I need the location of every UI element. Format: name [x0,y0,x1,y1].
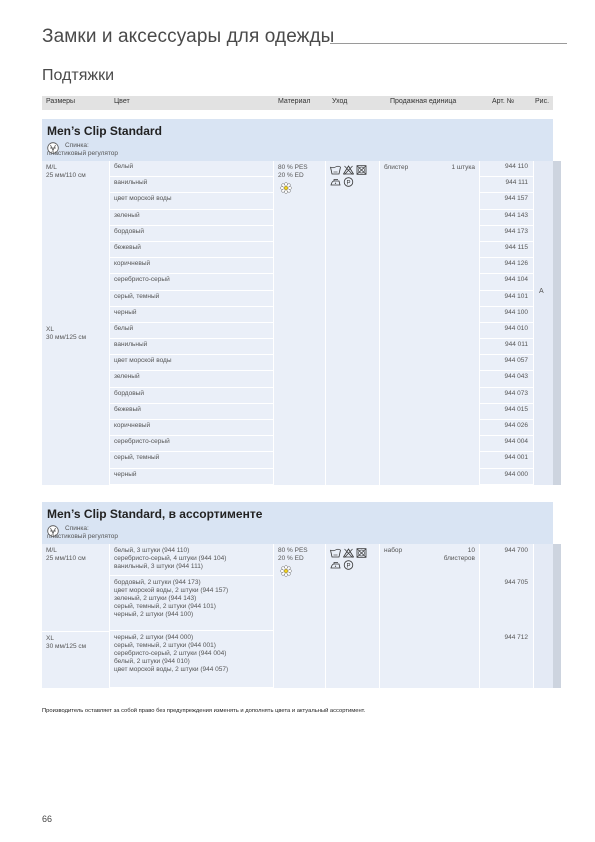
wash-30-icon [330,548,341,558]
table-row: черный [110,469,273,485]
care-column [326,161,380,485]
set-line: черный, 2 штуки (944 000) [114,634,194,641]
fig-column [534,544,553,688]
art-number: 944 126 [480,258,533,274]
table-row: ванильный [110,339,273,355]
set-line: цвет морской воды, 2 штуки (944 057) [114,666,229,673]
set-contents [110,544,273,576]
set-line: серый, темный, 2 штуки (944 001) [114,642,216,649]
set-line: бордовый, 2 штуки (944 173) [114,579,201,586]
art-number: 944 015 [480,404,533,420]
table-row: цвет морской воды [110,355,273,371]
set-line: серебристо-серый, 2 штуки (944 004) [114,650,227,657]
table-row: зеленый [110,371,273,387]
product-block-standard [42,119,553,485]
table-row: ванильный [110,177,273,193]
unit-qty: 1 штука [451,164,475,171]
care-column [326,544,380,688]
col-size: Размеры [46,98,76,105]
block-shadow [553,544,561,688]
art-number: 944 110 [480,161,533,177]
size-column [42,544,110,688]
size-group [42,544,109,631]
art-number: 944 000 [480,469,533,485]
art-number: 944 712 [504,634,528,641]
set-line: серебристо-серый, 4 штуки (944 104) [114,555,227,562]
col-care: Уход [332,98,348,105]
art-number: 944 115 [480,242,533,258]
table-row: бордовый [110,388,273,404]
table-row: бордовый [110,226,273,242]
unit-column [380,544,480,688]
block-shadow [553,161,561,485]
col-art: Арт. № [492,98,515,105]
table-row: белый [110,323,273,339]
size-dims: 30 мм/125 см [46,334,87,341]
set-contents [110,576,273,631]
back-label: Спинка: [65,142,89,149]
svg-text:P: P [346,563,351,570]
set-line: черный, 2 штуки (944 100) [114,611,194,618]
material-line: 80 % PES [278,164,308,171]
product-block-assortment [42,502,553,688]
art-number: 944 073 [480,388,533,404]
art-number: 944 004 [480,436,533,452]
art-number: 944 101 [480,291,533,307]
footnote: Производитель оставляет за собой право без предупреждения изменять и дополнять цвета и актуальный ассортимент. [42,708,366,714]
art-number: 944 043 [480,371,533,387]
product-table [42,161,553,485]
set-line: цвет морской воды, 2 штуки (944 157) [114,587,229,594]
size-name: M/L [46,547,57,554]
table-row: белый [110,161,273,177]
art-number: 944 157 [480,193,533,209]
wash-30-icon [330,165,341,175]
material-column [274,544,326,688]
dry-clean-p-icon [343,177,354,187]
no-bleach-icon [343,548,354,558]
back-value: пластиковый регулятор [47,533,119,540]
unit-type: блистер [384,164,409,171]
no-bleach-icon [343,165,354,175]
art-number: 944 111 [480,177,533,193]
col-color: Цвет [114,98,130,105]
iron-low-icon [330,560,341,570]
product-name: Men’s Clip Standard, в ассортименте [47,507,263,521]
column-header-bar [42,96,553,110]
color-column [110,544,274,688]
no-tumble-dry-icon [356,165,367,175]
table-row: серый, темный [110,452,273,468]
fig-label: A [539,288,544,295]
art-number: 944 104 [480,274,533,290]
size-column [42,161,110,485]
iron-low-icon [330,177,341,187]
unit-column [380,161,480,485]
size-dims: 30 мм/125 см [46,643,87,650]
fig-column [534,161,553,485]
set-line: серый, темный, 2 штуки (944 101) [114,603,216,610]
material-line: 80 % PES [278,547,308,554]
size-group [42,161,109,323]
page-title: Замки и аксессуары для одежды [42,26,335,47]
product-header [42,119,553,161]
col-material: Материал [278,98,311,105]
unit-type: набор [384,547,403,554]
product-name: Men’s Clip Standard [47,124,162,138]
set-line: белый, 2 штуки (944 010) [114,658,190,665]
art-number: 944 026 [480,420,533,436]
daisy-icon [280,565,292,577]
material-line: 20 % ED [278,555,304,562]
material-line: 20 % ED [278,172,304,179]
table-row: бежевый [110,242,273,258]
size-group [42,323,109,485]
table-row: коричневый [110,420,273,436]
daisy-icon [280,182,292,194]
table-row: коричневый [110,258,273,274]
art-number: 944 173 [480,226,533,242]
table-row: цвет морской воды [110,193,273,209]
title-rule [330,43,567,44]
back-value: пластиковый регулятор [47,150,119,157]
size-dims: 25 мм/110 см [46,172,86,179]
page-number: 66 [42,814,53,824]
art-number: 944 700 [504,547,528,554]
table-row: черный [110,307,273,323]
product-header [42,502,553,544]
art-number: 944 011 [480,339,533,355]
size-group [42,631,109,688]
art-number: 944 010 [480,323,533,339]
table-row: бежевый [110,404,273,420]
set-line: ванильный, 3 штуки (944 111) [114,563,203,570]
art-number: 944 001 [480,452,533,468]
table-row: серый, темный [110,291,273,307]
table-row: серебристо-серый [110,436,273,452]
unit-qty-word: блистеров [443,555,475,562]
art-number: 944 143 [480,210,533,226]
back-label: Спинка: [65,525,89,532]
art-number: 944 705 [504,579,528,586]
product-table [42,544,553,688]
col-unit: Продажная единица [390,98,457,105]
size-dims: 25 мм/110 см [46,555,86,562]
set-line: белый, 3 штуки (944 110) [114,547,190,554]
art-column [480,544,534,688]
art-number: 944 057 [480,355,533,371]
table-row: серебристо-серый [110,274,273,290]
no-tumble-dry-icon [356,548,367,558]
size-name: XL [46,635,54,642]
size-name: M/L [46,164,57,171]
svg-text:P: P [346,180,351,187]
table-row: зеленый [110,210,273,226]
art-column [480,161,534,485]
col-fig: Рис. [535,98,550,105]
set-line: зеленый, 2 штуки (944 143) [114,595,197,602]
section-title: Подтяжки [42,67,115,84]
unit-qty [444,547,475,563]
set-contents [110,631,273,688]
unit-qty-number: 10 [467,547,475,554]
art-number: 944 100 [480,307,533,323]
dry-clean-p-icon [343,560,354,570]
color-column [110,161,274,485]
size-name: XL [46,326,54,333]
material-column [274,161,326,485]
